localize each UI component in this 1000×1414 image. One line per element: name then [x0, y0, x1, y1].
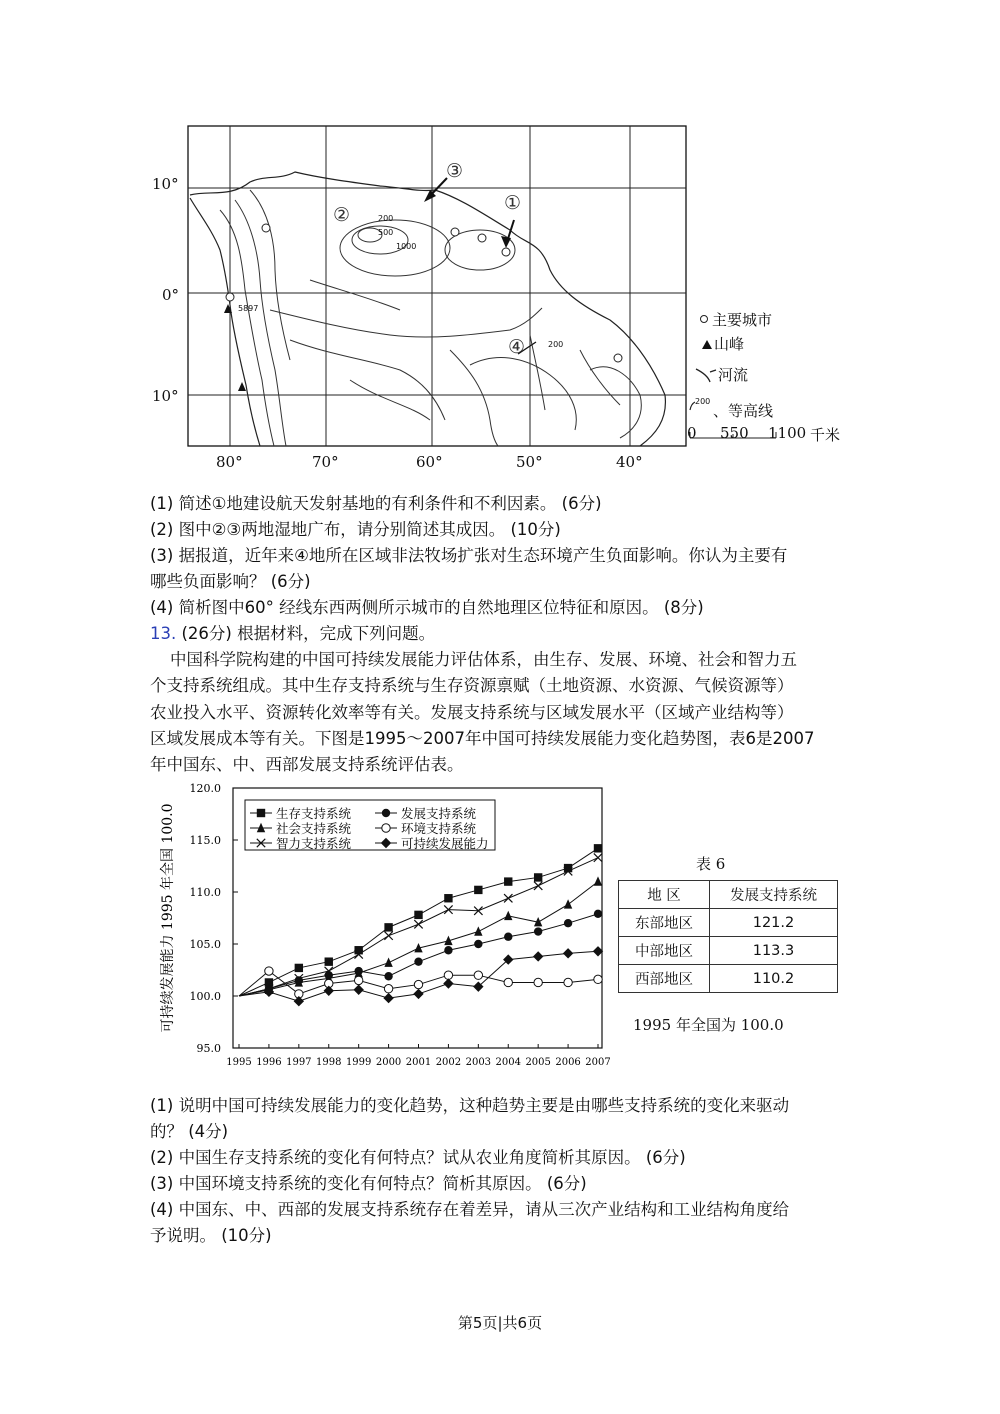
x-tick-label: 2000 — [375, 1057, 402, 1068]
legend-city: 主要城市 — [712, 311, 773, 329]
table-cell: 东部地区 — [619, 909, 710, 937]
diamond-marker — [563, 948, 573, 958]
y-tick-label: 95.0 — [196, 1042, 221, 1055]
question-13-1-cont: 的？ (4分) — [150, 1122, 229, 1141]
question-13-3: (3) 中国环境支持系统的变化有何特点？简析其原因。 (6分) — [150, 1174, 587, 1193]
diamond-marker — [533, 951, 543, 961]
y-tick-label: 115.0 — [189, 834, 221, 847]
lon-label-60: 60° — [416, 453, 443, 471]
legend-contour-value: 200 — [695, 397, 711, 406]
triangle-marker — [594, 876, 602, 885]
question-2: (2) 图中②③两地湿地广布，请分别简述其成因。 (10分) — [150, 520, 561, 539]
table-header-cell: 地 区 — [619, 881, 710, 909]
paragraph-line: 个支持系统组成。其中生存支持系统与生存资源禀赋（土地资源、水资源、气候资源等） — [150, 676, 794, 696]
question-3-cont: 哪些负面影响？ (6分) — [150, 572, 311, 591]
table-cell: 110.2 — [710, 965, 838, 993]
square-marker — [594, 844, 602, 852]
square-marker — [414, 911, 422, 919]
open-circle-marker — [444, 971, 452, 979]
square-marker — [474, 886, 482, 894]
diamond-marker — [413, 989, 423, 999]
marker-2: ② — [333, 204, 351, 226]
x-tick-label: 2003 — [465, 1057, 492, 1068]
peak-elevation-label: 5897 — [238, 304, 259, 313]
lat-label-10s: 10° — [152, 387, 179, 405]
legend-label: 环境支持系统 — [401, 821, 477, 836]
marker-1: ① — [504, 192, 522, 214]
y-tick-label: 120.0 — [189, 782, 221, 795]
table-cell: 中部地区 — [619, 937, 710, 965]
scale-0: 0 — [687, 424, 697, 442]
marker-3: ③ — [446, 160, 464, 182]
square-marker — [257, 809, 265, 817]
question-3: (3) 据报道，近年来④地所在区域非法牧场扩张对生态环境产生负面影响。你认为主要有 — [150, 546, 788, 565]
contour-label-1000: 1000 — [396, 242, 417, 251]
square-marker — [295, 964, 303, 972]
lon-label-40: 40° — [616, 453, 643, 471]
paragraph-line: 年中国东、中、西部发展支持系统评估表。 — [150, 755, 464, 775]
table-header-cell: 发展支持系统 — [710, 881, 838, 909]
legend-river: 河流 — [718, 366, 749, 384]
question-13-2: (2) 中国生存支持系统的变化有何特点？试从农业角度简析其原因。 (6分) — [150, 1148, 686, 1167]
open-circle-marker — [382, 824, 390, 832]
legend-label: 智力支持系统 — [276, 836, 352, 851]
diamond-marker — [443, 978, 453, 988]
square-marker — [504, 877, 512, 885]
table-note: 1995 年全国为 100.0 — [633, 1016, 784, 1034]
open-circle-marker — [534, 978, 542, 986]
marker-4: ④ — [508, 336, 526, 358]
legend-label: 可持续发展能力 — [401, 836, 489, 851]
lon-label-50: 50° — [516, 453, 543, 471]
triangle-marker — [504, 911, 512, 920]
material-paragraph — [150, 647, 850, 778]
open-circle-marker — [265, 967, 273, 975]
question-13-1: (1) 说明中国可持续发展能力的变化趋势，这种趋势主要是由哪些支持系统的变化来驱动 — [150, 1096, 790, 1115]
paragraph-line: 中国科学院构建的中国可持续发展能力评估体系，由生存、发展、环境、社会和智力五 — [170, 650, 797, 669]
paragraph-line: 区域发展成本等有关。下图是1995～2007年中国可持续发展能力变化趋势图，表6是2007 — [150, 728, 815, 748]
table-6 — [618, 880, 838, 993]
open-circle-marker — [474, 971, 482, 979]
contour-label-500: 500 — [378, 228, 394, 237]
square-marker — [384, 923, 392, 931]
circle-marker — [414, 957, 422, 965]
y-axis-label: 可持续发展能力 1995 年全国 100.0 — [160, 803, 176, 1033]
open-circle-marker — [504, 978, 512, 986]
question-number: 13. — [150, 624, 177, 643]
lat-label-10n: 10° — [152, 175, 179, 193]
triangle-marker — [474, 926, 482, 935]
peak-icon — [702, 340, 712, 349]
scale-1100: 1100 — [768, 424, 807, 442]
circle-marker — [444, 946, 452, 954]
legend-peak: 山峰 — [714, 335, 745, 353]
map-figure — [150, 120, 860, 480]
x-tick-label: 1999 — [345, 1057, 372, 1068]
x-tick-label: 2002 — [435, 1057, 462, 1068]
legend-label: 发展支持系统 — [401, 806, 477, 821]
y-tick-label: 110.0 — [189, 886, 221, 899]
x-tick-label: 2007 — [585, 1057, 610, 1068]
table-header-row — [619, 881, 838, 909]
open-circle-marker — [594, 975, 602, 983]
circle-marker — [382, 809, 390, 817]
open-circle-marker — [564, 978, 572, 986]
question-4: (4) 简析图中60° 经线东西两侧所示城市的自然地理区位特征和原因。 (8分) — [150, 598, 704, 617]
square-marker — [354, 946, 362, 954]
circle-marker — [534, 927, 542, 935]
triangle-marker — [564, 899, 572, 908]
table-title: 表 6 — [696, 855, 726, 873]
x-tick-label: 1996 — [256, 1057, 282, 1068]
legend-label: 生存支持系统 — [276, 806, 352, 821]
square-marker — [325, 957, 333, 965]
paragraph-line: 农业投入水平、资源转化效率等有关。发展支持系统与区域发展水平（区域产业结构等） — [150, 702, 794, 722]
page-footer: 第5页|共6页 — [457, 1314, 543, 1332]
open-circle-marker — [354, 976, 362, 984]
x-tick-label: 1995 — [226, 1057, 252, 1068]
square-marker — [534, 873, 542, 881]
line-chart — [150, 780, 610, 1075]
chart-svg — [150, 780, 610, 1075]
legend-label: 社会支持系统 — [276, 821, 352, 836]
table-row — [619, 965, 838, 993]
circle-marker — [594, 910, 602, 918]
diamond-marker — [383, 993, 393, 1003]
question-13-4-cont: 予说明。 (10分) — [150, 1226, 272, 1245]
question-13-header — [150, 621, 850, 647]
y-tick-label: 100.0 — [189, 990, 221, 1003]
x-tick-label: 1998 — [316, 1057, 342, 1068]
table-cell: 西部地区 — [619, 965, 710, 993]
x-tick-label: 2006 — [555, 1057, 581, 1068]
contour-label-200: 200 — [378, 214, 394, 223]
series-line — [239, 848, 598, 996]
circle-marker — [564, 919, 572, 927]
x-tick-label: 2004 — [495, 1057, 521, 1068]
contour-label-200-east: 200 — [548, 340, 564, 349]
scale-unit: 千米 — [810, 426, 841, 444]
diamond-marker — [353, 985, 363, 995]
circle-marker — [474, 940, 482, 948]
question-13-4: (4) 中国东、中、西部的发展支持系统存在着差异，请从三次产业结构和工业结构角度给 — [150, 1200, 790, 1219]
x-tick-label: 1997 — [286, 1057, 312, 1068]
scale-550: 550 — [720, 424, 749, 442]
open-circle-marker — [414, 980, 422, 988]
circle-marker — [504, 933, 512, 941]
square-marker — [444, 894, 452, 902]
south-america-map — [150, 120, 860, 480]
circle-marker — [384, 972, 392, 980]
river-icon — [696, 369, 716, 382]
peak-icon — [238, 382, 246, 391]
legend-contour: 、等高线 — [713, 402, 774, 420]
table-cell: 113.3 — [710, 937, 838, 965]
question-1: (1) 简述①地建设航天发射基地的有利条件和不利因素。 (6分) — [150, 494, 602, 513]
table — [618, 880, 838, 993]
lat-label-0: 0° — [162, 286, 180, 304]
diamond-marker — [294, 996, 304, 1006]
lon-label-70: 70° — [312, 453, 339, 471]
table-row — [619, 909, 838, 937]
table-row — [619, 937, 838, 965]
y-tick-label: 105.0 — [189, 938, 221, 951]
open-circle-marker — [384, 985, 392, 993]
table-cell: 121.2 — [710, 909, 838, 937]
diamond-marker — [324, 986, 334, 996]
question-13-title: (26分) 根据材料，完成下列问题。 — [176, 624, 436, 643]
x-tick-label: 2005 — [525, 1057, 551, 1068]
series-line — [239, 858, 598, 996]
triangle-marker — [384, 958, 392, 967]
series-line — [239, 882, 598, 996]
x-tick-label: 2001 — [405, 1057, 432, 1068]
lon-label-80: 80° — [216, 453, 243, 471]
